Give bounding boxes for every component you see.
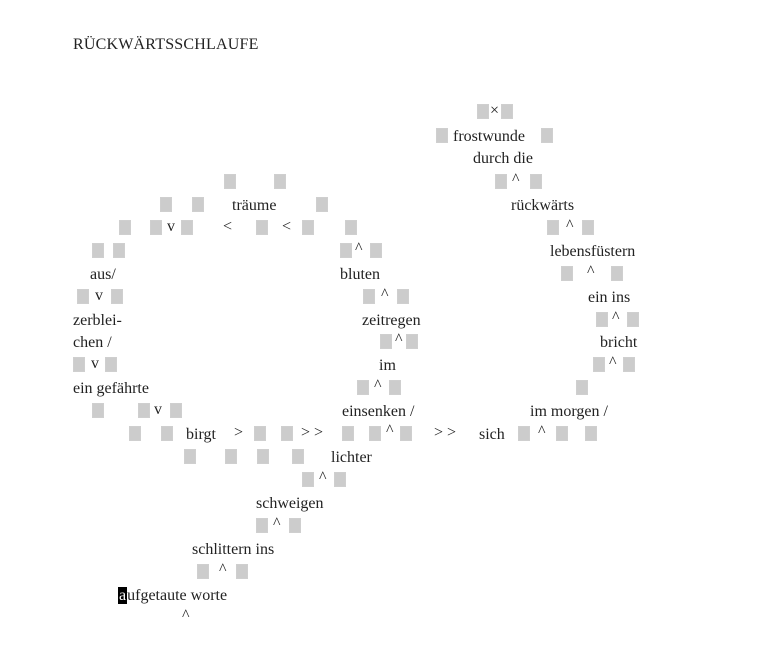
texture-block xyxy=(397,289,409,304)
texture-block xyxy=(477,104,489,119)
texture-block xyxy=(400,426,412,441)
texture-block xyxy=(73,357,85,372)
texture-block xyxy=(436,128,448,143)
texture-block xyxy=(561,266,573,281)
texture-block xyxy=(380,334,392,349)
texture-block xyxy=(77,289,89,304)
texture-block xyxy=(197,564,209,579)
word-sich: sich xyxy=(479,426,505,443)
double-right-arrow: > > xyxy=(301,424,324,441)
word-schweigen: schweigen xyxy=(256,495,324,512)
word-aus: aus/ xyxy=(90,266,116,283)
word-frostwunde: frostwunde xyxy=(453,128,525,145)
texture-block xyxy=(274,174,286,189)
down-arrow: v xyxy=(95,287,103,304)
texture-block xyxy=(119,220,131,235)
texture-block xyxy=(289,518,301,533)
texture-block xyxy=(596,312,608,327)
word-rueckwaerts: rückwärts xyxy=(511,197,575,214)
left-arrow: < xyxy=(282,218,292,235)
up-arrow: ^ xyxy=(355,240,363,257)
up-arrow: ^ xyxy=(395,331,403,348)
texture-block xyxy=(302,220,314,235)
texture-block xyxy=(334,472,346,487)
up-arrow: ^ xyxy=(538,423,546,440)
texture-block xyxy=(256,518,268,533)
texture-block xyxy=(541,128,553,143)
texture-block xyxy=(292,449,304,464)
poem-title: RÜCKWÄRTSSCHLAUFE xyxy=(73,36,259,53)
texture-block xyxy=(495,174,507,189)
word-im-morgen: im morgen / xyxy=(530,403,608,420)
word-aufgetaute: ufgetaute worte xyxy=(127,587,228,604)
texture-block xyxy=(547,220,559,235)
texture-block xyxy=(406,334,418,349)
texture-block xyxy=(585,426,597,441)
word-traeume: träume xyxy=(232,197,277,214)
up-arrow: ^ xyxy=(566,217,574,234)
word-birgt: birgt xyxy=(186,426,216,443)
word-lichter: lichter xyxy=(331,449,372,466)
texture-block xyxy=(257,449,269,464)
texture-block xyxy=(111,289,123,304)
texture-block xyxy=(254,426,266,441)
texture-block xyxy=(342,426,354,441)
up-arrow: ^ xyxy=(512,171,520,188)
last-line xyxy=(118,587,227,605)
texture-block xyxy=(556,426,568,441)
texture-block xyxy=(582,220,594,235)
word-bricht: bricht xyxy=(600,334,638,351)
texture-block xyxy=(92,243,104,258)
word-gefaehrte: ein gefährte xyxy=(73,380,149,397)
texture-block xyxy=(530,174,542,189)
up-arrow: ^ xyxy=(609,354,617,371)
texture-block xyxy=(501,104,513,119)
texture-block xyxy=(184,449,196,464)
texture-block xyxy=(627,312,639,327)
down-arrow: v xyxy=(154,401,162,418)
left-arrow: < xyxy=(223,218,233,235)
up-arrow: ^ xyxy=(386,422,394,439)
texture-block xyxy=(623,357,635,372)
word-im: im xyxy=(379,357,396,374)
texture-block xyxy=(129,426,141,441)
texture-block xyxy=(161,426,173,441)
word-ein-ins: ein ins xyxy=(588,289,631,306)
word-bluten: bluten xyxy=(340,266,380,283)
texture-block xyxy=(593,357,605,372)
texture-block xyxy=(170,403,182,418)
up-arrow: ^ xyxy=(612,309,620,326)
texture-block xyxy=(611,266,623,281)
cross-mark: × xyxy=(490,102,500,119)
texture-block xyxy=(357,380,369,395)
up-arrow: ^ xyxy=(219,561,227,578)
word-durch-die: durch die xyxy=(473,150,533,167)
texture-block xyxy=(256,220,268,235)
texture-block xyxy=(316,197,328,212)
texture-block xyxy=(192,197,204,212)
texture-block xyxy=(370,243,382,258)
texture-block xyxy=(389,380,401,395)
texture-block xyxy=(369,426,381,441)
down-arrow: v xyxy=(91,355,99,372)
texture-block xyxy=(138,403,150,418)
up-arrow: ^ xyxy=(319,469,327,486)
texture-block xyxy=(181,220,193,235)
texture-block xyxy=(224,174,236,189)
up-arrow: ^ xyxy=(182,607,190,624)
texture-block xyxy=(340,243,352,258)
texture-block xyxy=(105,357,117,372)
texture-block xyxy=(225,449,237,464)
word-zerblei: zerblei- xyxy=(73,312,122,329)
up-arrow: ^ xyxy=(273,515,281,532)
texture-block xyxy=(345,220,357,235)
texture-block xyxy=(236,564,248,579)
up-arrow: ^ xyxy=(381,286,389,303)
texture-block xyxy=(150,220,162,235)
texture-block xyxy=(92,403,104,418)
up-arrow: ^ xyxy=(374,377,382,394)
texture-block xyxy=(363,289,375,304)
word-schlittern: schlittern ins xyxy=(192,541,275,558)
texture-block xyxy=(160,197,172,212)
texture-block xyxy=(576,380,588,395)
double-right-arrow: > > xyxy=(434,424,457,441)
texture-block xyxy=(518,426,530,441)
up-arrow: ^ xyxy=(587,263,595,280)
word-einsenken: einsenken / xyxy=(342,403,415,420)
down-arrow: v xyxy=(167,218,175,235)
texture-block xyxy=(113,243,125,258)
text-cursor-highlight[interactable]: a xyxy=(119,587,127,604)
texture-block xyxy=(302,472,314,487)
right-arrow: > xyxy=(234,424,244,441)
word-chen: chen / xyxy=(73,334,112,351)
texture-block xyxy=(281,426,293,441)
word-lebensfuestern: lebensfüstern xyxy=(550,243,636,260)
word-zeitregen: zeitregen xyxy=(362,312,421,329)
